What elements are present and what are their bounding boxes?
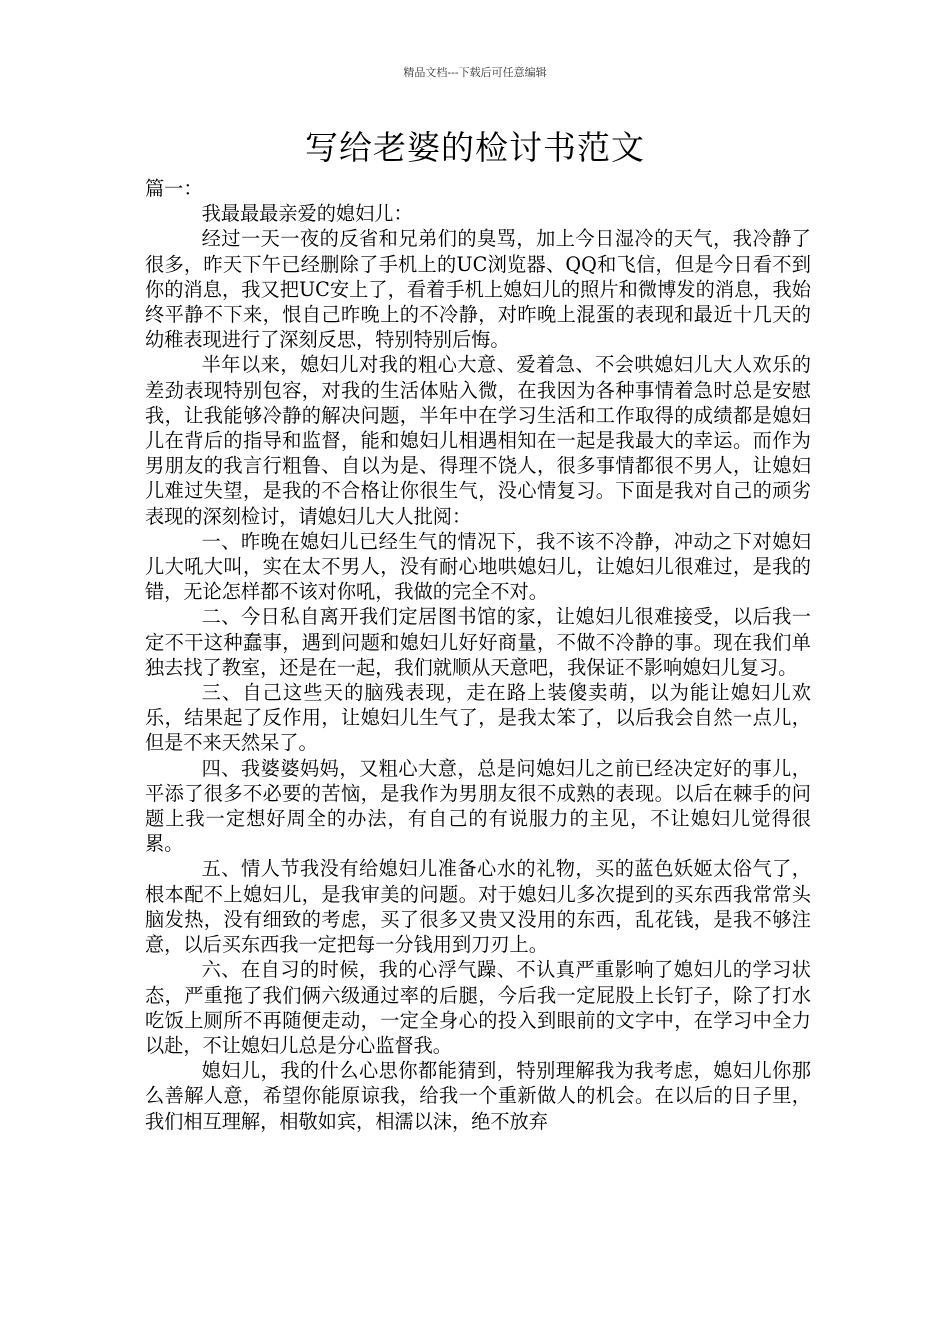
- body-paragraph: 半年以来，媳妇儿对我的粗心大意、爱着急、不会哄媳妇儿大人欢乐的差劲表现特别包容，对我的生活体贴入微，在我因为各种事情着急时总是安慰我，让我能够冷静的解决问题，半年中在学习生活和工作取得的成绩都是媳妇儿在背后的指导和监督，能和媳妇儿相遇相知在一起是我最大的幸运。而作为男朋友的我言行粗鲁、自以为是、得理不饶人，很多事情都很不男人，让媳妇儿难过失望，是我的不合格让你很生气，没心情复习。下面是我对自己的顽劣表现的深刻检讨，请媳妇儿大人批阅：: [145, 353, 811, 528]
- body-paragraph: 六、在自习的时候，我的心浮气躁、不认真严重影响了媳妇儿的学习状态，严重拖了我们俩六级通过率的后腿，今后我一定屁股上长钉子，除了打水吃饭上厕所不再随便走动，一定全身心的投入到眼前的文字中，在学习中全力以赴，不让媳妇儿总是分心监督我。: [145, 958, 811, 1057]
- page-title: 写给老婆的检讨书范文: [305, 128, 645, 167]
- body-paragraph: 一、昨晚在媳妇儿已经生气的情况下，我不该不冷静，冲动之下对媳妇儿大吼大叫，实在太不男人，没有耐心地哄媳妇儿，让媳妇儿很难过，是我的错，无论怎样都不该对你吼，我做的完全不对。: [145, 529, 811, 604]
- body-paragraph: 媳妇儿，我的什么心思你都能猜到，特别理解我为我考虑，媳妇儿你那么善解人意，希望你能原谅我，给我一个重新做人的机会。在以后的日子里，我们相互理解，相敬如宾，相濡以沫，绝不放弃: [145, 1059, 811, 1133]
- section-label: 篇一：: [145, 177, 203, 200]
- body-paragraph: 三、自己这些天的脑残表现，走在路上装傻卖萌，以为能让媳妇儿欢乐，结果起了反作用，让媳妇儿生气了，是我太笨了，以后我会自然一点儿，但是不来天然呆了。: [145, 681, 811, 755]
- body-paragraph: 四、我婆婆妈妈，又粗心大意，总是问媳妇儿之前已经决定好的事儿，平添了很多不必要的苦恼，是我作为男朋友很不成熟的表现。以后在棘手的问题上我一定想好周全的办法，有自己的有说服力的主见，不让媳妇儿觉得很累。: [145, 756, 811, 856]
- header-note: 精品文档---下载后可任意编辑: [403, 66, 547, 79]
- body-paragraph: 五、情人节我没有给媳妇儿准备心水的礼物，买的蓝色妖姬太俗气了，根本配不上媳妇儿，是我审美的问题。对于媳妇儿多次提到的买东西我常常头脑发热，没有细致的考虑，买了很多又贵又没用的东西，乱花钱，是我不够注意，以后买东西我一定把每一分钱用到刀刃上。: [145, 857, 811, 957]
- document-body: [145, 176, 811, 1134]
- body-paragraph: 二、今日私自离开我们定居图书馆的家，让媳妇儿很难接受，以后我一定不干这种蠢事，遇到问题和媳妇儿好好商量，不做不冷静的事。现在我们单独去找了教室，还是在一起，我们就顺从天意吧，我保证不影响媳妇儿复习。: [145, 605, 811, 679]
- salutation-paragraph: 我最最最亲爱的媳妇儿：: [201, 202, 413, 226]
- body-paragraph: 经过一天一夜的反省和兄弟们的臭骂，加上今日湿冷的天气，我冷静了很多，昨天下午已经删除了手机上的UC浏览器、QQ和飞信，但是今日看不到你的消息，我又把UC安上了，看着手机上媳妇儿的照片和微博发的消息，我始终平静不下来，恨自己昨晚上的不冷静，对昨晚上混蛋的表现和最近十几天的幼稚表现进行了深刻反思，特别特别后悔。: [145, 227, 811, 352]
